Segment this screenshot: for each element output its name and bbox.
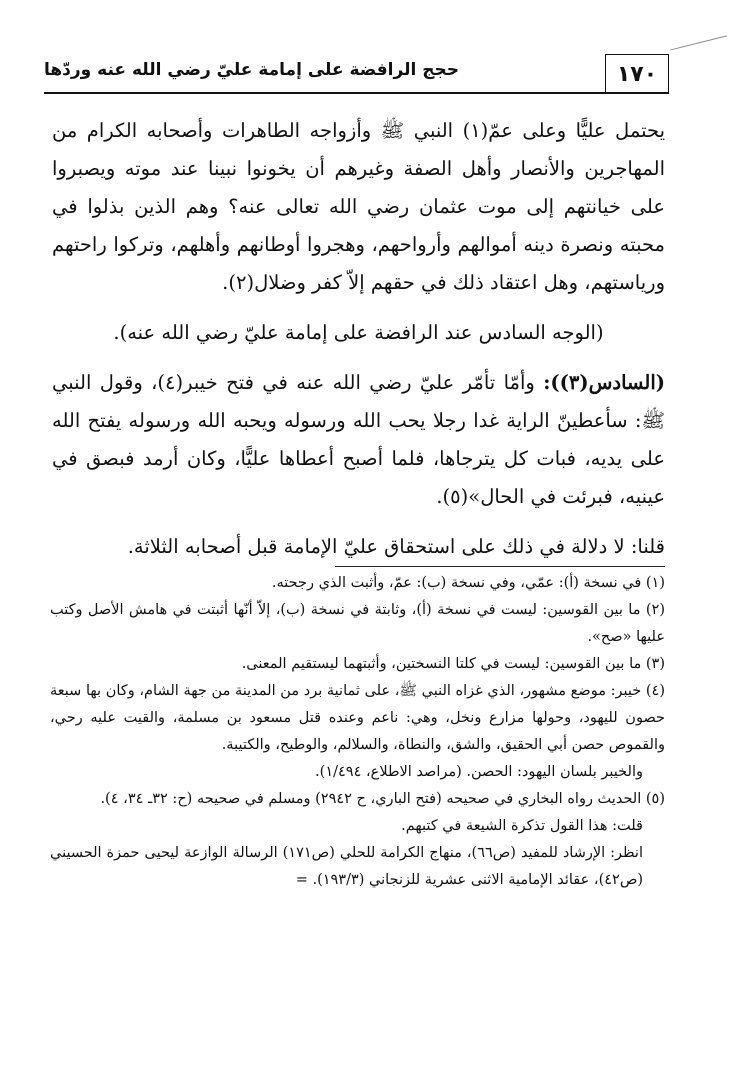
footnotes: [50, 570, 665, 894]
main-text: [52, 112, 665, 566]
footnote-2: (٢) ما بين القوسين: ليست في نسخة (أ)، وثابتة في نسخة (ب)، إلاّ أنّها أثبتت في هامش الأصل وكتب عليها «صح».: [50, 602, 665, 645]
header-rule: [44, 92, 669, 94]
section-heading: (الوجه السادس عند الرافضة على إمامة عليّ رضي الله عنه).: [113, 321, 604, 344]
footnote-5-note: قلت: هذا القول تذكرة الشيعة في كتبهم.: [401, 818, 643, 834]
footnote-4-continued: والخيبر بلسان اليهود: الحصن. (مراصد الاطلاع، ١/٤٩٤).: [315, 764, 643, 780]
page-number: ١٧٠: [605, 54, 669, 94]
footnote-separator: [335, 566, 665, 567]
paragraph-2-text: وأمّا تأمّر عليّ رضي الله عنه في فتح خيبر(٤)، وقول النبي ﷺ: سأعطينّ الراية غدا رجلا يحب الله ورسوله ويحبه الله ورسوله يفتح الله على يديه، فبات كل يترجاها، فلما أصبح أعطاها عليًّا، وكان أرمد فبصق في عينيه، فبرئت في الحال»(٥).: [52, 371, 665, 508]
paragraph-1: يحتمل عليًّا وعلى عمّ(١) النبي ﷺ وأزواجه الطاهرات وأصحابه الكرام من المهاجرين والأنصار وأهل الصفة وغيرهم أن يخونوا نبينا عند موته ويصبروا على خيانتهم إلى موت عثمان رضي الله تعالى عنه؟ وهم الذين بذلوا في محبته ونصرة دينه أموالهم وأرواحهم، وهجروا أوطانهم وأهلهم، وتركوا راحتهم ورياستهم، وهل اعتقاد ذلك في حقهم إلاّ كفر وضلال(٢).: [52, 119, 665, 294]
running-title: حجج الرافضة على إمامة عليّ رضي الله عنه وردّها: [44, 60, 459, 80]
footnote-4: (٤) خيبر: موضع مشهور، الذي غزاه النبي ﷺ، على ثمانية برد من المدينة من جهة الشام، وكان بها سبعة حصون لليهود، وحولها مزارع ونخل، وهي: ناعم وعنده قتل مسعود بن مسلمة، والقيت عليه رحي، والقموص حصن أبي الحقيق، والشق، والنطاة، والسلالم، والوطيح، والكتيبة.: [50, 683, 665, 753]
paragraph-2: [52, 364, 665, 516]
footnote-5-references: انظر: الإرشاد للمفيد (ص٦٦)، منهاج الكرامة للحلي (ص١٧١) الرسالة الوازعة ليحيى حمزة الحسيني (ص٤٢)، عقائد الإمامية الاثنى عشرية للزنجاني (١٩٣/٣). =: [50, 845, 643, 888]
footnote-5: (٥) الحديث رواه البخاري في صحيحه (فتح الباري، ح ٢٩٤٢) ومسلم في صحيحه (ح: ٣٢ـ ٣٤، ٤).: [100, 791, 665, 807]
scan-mark: [670, 35, 733, 77]
footnote-1: (١) في نسخة (أ): عمّي، وفي نسخة (ب): عمّ، وأثبت الذي رجحته.: [271, 575, 665, 591]
page-header: [44, 48, 669, 94]
paragraph-3: قلنا: لا دلالة في ذلك على استحقاق عليّ الإمامة قبل أصحابه الثلاثة.: [127, 535, 665, 558]
paragraph-2-lead: (السادس(٣)):: [543, 371, 665, 394]
footnote-3: (٣) ما بين القوسين: ليست في كلتا النسختين، وأثبتهما ليستقيم المعنى.: [241, 656, 665, 672]
